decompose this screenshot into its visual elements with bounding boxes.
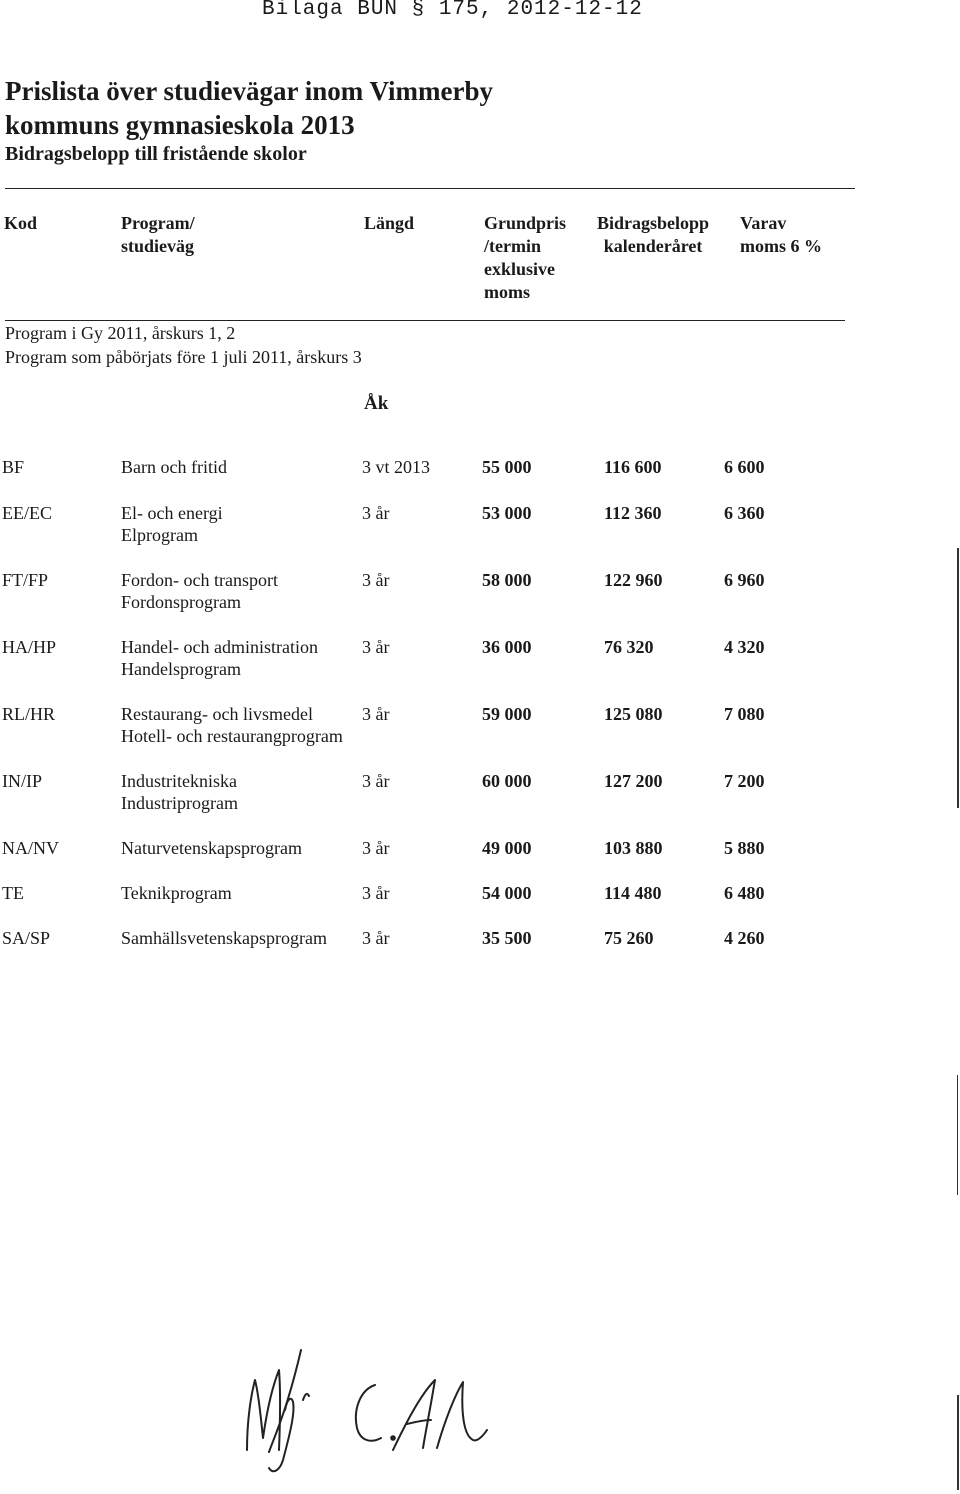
- row-langd: 3 år: [362, 503, 390, 523]
- col-head-program-line1: Program/: [121, 213, 195, 233]
- row-program: Samhällsvetenskapsprogram: [121, 928, 327, 948]
- row-grundpris: 58 000: [482, 570, 532, 590]
- row-moms: 7 200: [724, 771, 765, 791]
- header-rule-bottom: [5, 320, 845, 321]
- row-kod: RL/HR: [2, 704, 56, 724]
- row-langd: 3 år: [362, 771, 390, 791]
- col-head-bidrag: [597, 212, 709, 258]
- col-head-langd: Längd: [364, 213, 415, 233]
- row-langd: 3 vt 2013: [362, 457, 431, 477]
- row-grundpris: 49 000: [482, 838, 532, 858]
- row-kod: EE/EC: [2, 503, 52, 523]
- row-grundpris: 55 000: [482, 457, 532, 477]
- row-moms: 6 360: [724, 503, 765, 523]
- row-moms: 5 880: [724, 838, 765, 858]
- ak-label: Åk: [364, 393, 389, 414]
- col-head-grundpris: [484, 212, 566, 304]
- row-langd: 3 år: [362, 570, 390, 590]
- row-moms: 4 260: [724, 928, 765, 948]
- row-program-sub: Elprogram: [121, 525, 198, 545]
- row-moms: 6 600: [724, 457, 765, 477]
- row-bidrag: 112 360: [604, 503, 662, 523]
- row-bidrag: 116 600: [604, 457, 662, 477]
- col-head-varav-line1: Varav: [740, 213, 787, 233]
- col-head-grundpris-line3: exklusive: [484, 259, 556, 279]
- row-bidrag: 114 480: [604, 883, 662, 903]
- row-program: Teknikprogram: [121, 883, 232, 903]
- row-program-sub: Fordonsprogram: [121, 592, 241, 612]
- col-head-varav: [740, 212, 822, 258]
- col-head-bidrag-line2: kalenderåret: [603, 236, 703, 256]
- row-langd: 3 år: [362, 928, 390, 948]
- row-bidrag: 127 200: [604, 771, 663, 791]
- row-bidrag: 103 880: [604, 838, 663, 858]
- row-bidrag: 122 960: [604, 570, 663, 590]
- row-program: Handel- och administration: [121, 637, 318, 657]
- page-title-line1: Prislista över studievägar inom Vimmerby: [5, 76, 493, 106]
- row-program: Fordon- och transport: [121, 570, 278, 590]
- row-langd: 3 år: [362, 637, 390, 657]
- col-head-program: [121, 212, 195, 258]
- header-rule-top: [5, 188, 855, 189]
- note-line1: Program i Gy 2011, årskurs 1, 2: [5, 323, 236, 343]
- row-program: Restaurang- och livsmedel: [121, 704, 313, 724]
- row-kod: FT/FP: [2, 570, 49, 590]
- scan-edge-mark: [957, 1075, 958, 1195]
- row-program-sub: Industriprogram: [121, 793, 238, 813]
- row-grundpris: 54 000: [482, 883, 532, 903]
- scan-edge-mark: [957, 548, 959, 808]
- col-head-grundpris-line2: /termin: [484, 236, 541, 256]
- row-moms: 7 080: [724, 704, 765, 724]
- scan-edge-mark: [957, 1395, 959, 1490]
- row-moms: 4 320: [724, 637, 765, 657]
- row-program: Naturvetenskapsprogram: [121, 838, 302, 858]
- page-title-line2: kommuns gymnasieskola 2013: [5, 110, 355, 140]
- col-head-varav-line2: moms 6 %: [740, 236, 822, 256]
- row-grundpris: 59 000: [482, 704, 532, 724]
- row-grundpris: 36 000: [482, 637, 532, 657]
- col-head-kod: Kod: [4, 213, 38, 233]
- col-head-grundpris-line1: Grundpris: [484, 213, 567, 233]
- row-langd: 3 år: [362, 838, 390, 858]
- col-head-program-line2: studieväg: [121, 236, 195, 256]
- row-moms: 6 480: [724, 883, 765, 903]
- row-program: El- och energi: [121, 503, 223, 523]
- page-subtitle: Bidragsbelopp till fristående skolor: [5, 143, 307, 165]
- row-moms: 6 960: [724, 570, 765, 590]
- signature-image: [225, 1340, 495, 1480]
- row-kod: IN/IP: [2, 771, 42, 791]
- row-bidrag: 125 080: [604, 704, 663, 724]
- document-header: Bilaga BUN § 175, 2012-12-12: [262, 0, 643, 21]
- row-program-sub: Hotell- och restaurangprogram: [121, 726, 343, 746]
- col-head-bidrag-line1: Bidragsbelopp: [597, 213, 710, 233]
- row-langd: 3 år: [362, 883, 390, 903]
- row-program-sub: Handelsprogram: [121, 659, 241, 679]
- row-grundpris: 53 000: [482, 503, 532, 523]
- row-grundpris: 35 500: [482, 928, 532, 948]
- col-head-grundpris-line4: moms: [484, 282, 530, 302]
- row-kod: NA/NV: [2, 838, 59, 858]
- row-langd: 3 år: [362, 704, 390, 724]
- row-grundpris: 60 000: [482, 771, 532, 791]
- row-kod: BF: [2, 457, 25, 477]
- row-kod: HA/HP: [2, 637, 57, 657]
- row-kod: TE: [2, 883, 24, 903]
- row-kod: SA/SP: [2, 928, 51, 948]
- row-bidrag: 76 320: [604, 637, 654, 657]
- row-program: Industritekniska: [121, 771, 237, 791]
- row-bidrag: 75 260: [604, 928, 654, 948]
- note-line2: Program som påbörjats före 1 juli 2011, årskurs 3: [5, 347, 362, 367]
- row-program: Barn och fritid: [121, 457, 227, 477]
